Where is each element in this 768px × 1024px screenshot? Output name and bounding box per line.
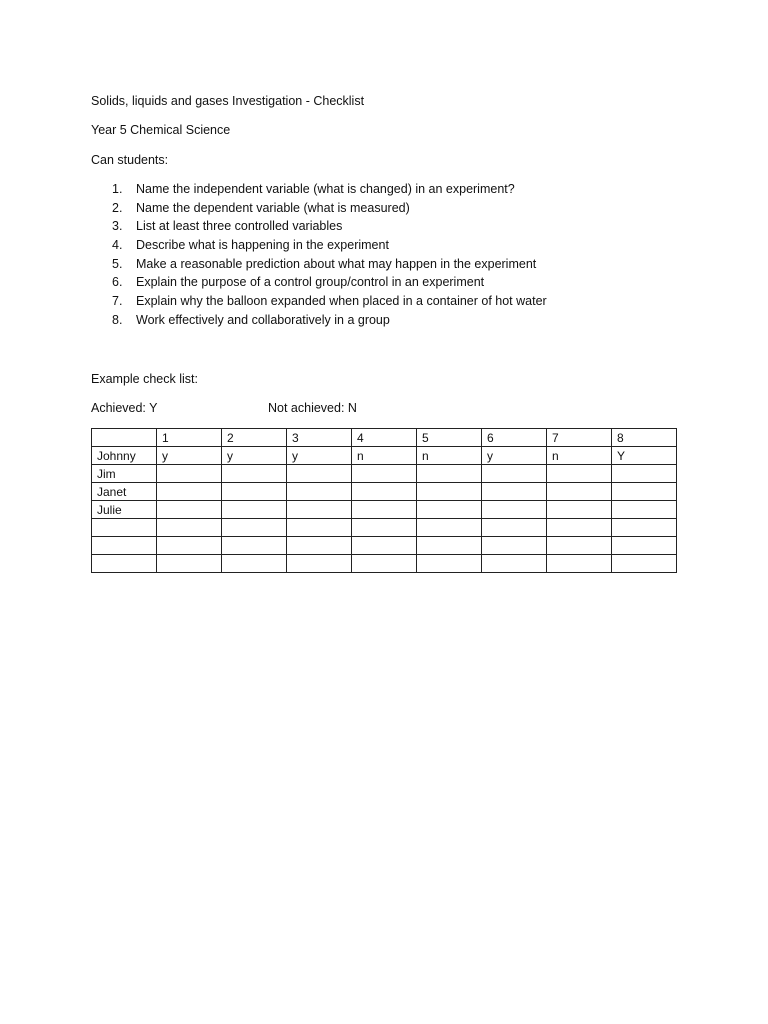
criteria-result-cell <box>352 555 417 573</box>
table-row <box>92 465 677 483</box>
criteria-result-cell <box>482 483 547 501</box>
criteria-result-cell <box>222 483 287 501</box>
criteria-text: Name the dependent variable (what is measured) <box>136 200 410 215</box>
criteria-number: 4. <box>112 238 123 253</box>
criteria-result-cell: y <box>157 447 222 465</box>
criteria-result-cell: y <box>222 447 287 465</box>
criteria-number: 8. <box>112 312 123 327</box>
student-name-cell: Janet <box>92 483 157 501</box>
criteria-result-cell <box>547 465 612 483</box>
header-cell: 5 <box>417 429 482 447</box>
criteria-result-cell <box>287 465 352 483</box>
criteria-result-cell: Y <box>612 447 677 465</box>
criteria-result-cell <box>417 555 482 573</box>
criteria-result-cell <box>157 501 222 519</box>
student-name-cell: Johnny <box>92 447 157 465</box>
criteria-result-cell <box>287 483 352 501</box>
table-header-row <box>92 429 677 447</box>
criteria-result-cell <box>222 555 287 573</box>
criteria-result-cell: y <box>482 447 547 465</box>
criteria-result-cell <box>417 501 482 519</box>
criteria-result-cell <box>482 465 547 483</box>
criteria-result-cell <box>222 537 287 555</box>
criteria-result-cell <box>287 501 352 519</box>
criteria-number: 6. <box>112 275 123 290</box>
criteria-number: 2. <box>112 200 123 215</box>
criteria-result-cell <box>352 501 417 519</box>
header-cell <box>92 429 157 447</box>
criteria-result-cell <box>482 519 547 537</box>
criteria-result-cell <box>612 519 677 537</box>
criteria-result-cell <box>547 501 612 519</box>
criteria-result-cell <box>547 537 612 555</box>
criteria-result-cell <box>157 483 222 501</box>
criteria-number: 5. <box>112 256 123 271</box>
header-cell: 2 <box>222 429 287 447</box>
header-cell: 8 <box>612 429 677 447</box>
criteria-text: Explain the purpose of a control group/control in an experiment <box>136 275 485 290</box>
criteria-result-cell <box>482 555 547 573</box>
legend-achieved: Achieved: Y <box>91 401 158 415</box>
criteria-result-cell: n <box>547 447 612 465</box>
student-name-cell <box>92 519 157 537</box>
table-row <box>92 555 677 573</box>
header-cell: 4 <box>352 429 417 447</box>
criteria-result-cell <box>352 465 417 483</box>
criteria-result-cell <box>287 537 352 555</box>
criteria-result-cell <box>222 465 287 483</box>
criteria-result-cell: y <box>287 447 352 465</box>
table-row <box>92 519 677 537</box>
criteria-result-cell <box>287 519 352 537</box>
table-row <box>92 501 677 519</box>
criteria-result-cell <box>417 519 482 537</box>
legend-not-achieved: Not achieved: N <box>268 401 357 415</box>
criteria-result-cell <box>287 555 352 573</box>
checklist-table <box>91 428 677 573</box>
criteria-result-cell <box>417 537 482 555</box>
criteria-result-cell <box>157 519 222 537</box>
criteria-text: Make a reasonable prediction about what may happen in the experiment <box>136 256 537 271</box>
criteria-number: 7. <box>112 294 123 309</box>
table-body <box>92 447 677 573</box>
header-cell: 3 <box>287 429 352 447</box>
criteria-text: List at least three controlled variables <box>136 219 343 234</box>
criteria-result-cell: n <box>417 447 482 465</box>
table-row <box>92 483 677 501</box>
criteria-result-cell <box>222 501 287 519</box>
table-row <box>92 537 677 555</box>
example-heading: Example check list: <box>91 372 198 386</box>
header-cell: 1 <box>157 429 222 447</box>
criteria-result-cell <box>547 483 612 501</box>
criteria-result-cell: n <box>352 447 417 465</box>
student-name-cell <box>92 555 157 573</box>
criteria-text: Name the independent variable (what is changed) in an experiment? <box>136 182 515 196</box>
header-cell: 6 <box>482 429 547 447</box>
criteria-result-cell <box>612 465 677 483</box>
document-title: Solids, liquids and gases Investigation - Checklist <box>91 94 365 108</box>
student-name-cell: Jim <box>92 465 157 483</box>
criteria-result-cell <box>612 537 677 555</box>
criteria-result-cell <box>417 483 482 501</box>
student-name-cell: Julie <box>92 501 157 519</box>
criteria-result-cell <box>352 519 417 537</box>
criteria-result-cell <box>612 483 677 501</box>
criteria-result-cell <box>547 555 612 573</box>
criteria-result-cell <box>612 555 677 573</box>
criteria-result-cell <box>482 537 547 555</box>
criteria-result-cell <box>547 519 612 537</box>
student-name-cell <box>92 537 157 555</box>
criteria-result-cell <box>222 519 287 537</box>
header-cell: 7 <box>547 429 612 447</box>
table-row <box>92 447 677 465</box>
criteria-number: 3. <box>112 219 123 234</box>
criteria-text: Describe what is happening in the experiment <box>136 238 389 253</box>
checklist-prompt: Can students: <box>91 153 169 167</box>
criteria-result-cell <box>157 537 222 555</box>
criteria-result-cell <box>352 537 417 555</box>
criteria-result-cell <box>482 501 547 519</box>
criteria-text: Work effectively and collaboratively in a group <box>136 312 390 327</box>
criteria-result-cell <box>612 501 677 519</box>
criteria-result-cell <box>417 465 482 483</box>
criteria-result-cell <box>157 465 222 483</box>
criteria-number: 1. <box>112 182 123 196</box>
criteria-text: Explain why the balloon expanded when placed in a container of hot water <box>136 294 547 309</box>
criteria-result-cell <box>352 483 417 501</box>
document-subtitle: Year 5 Chemical Science <box>91 123 231 137</box>
criteria-result-cell <box>157 555 222 573</box>
